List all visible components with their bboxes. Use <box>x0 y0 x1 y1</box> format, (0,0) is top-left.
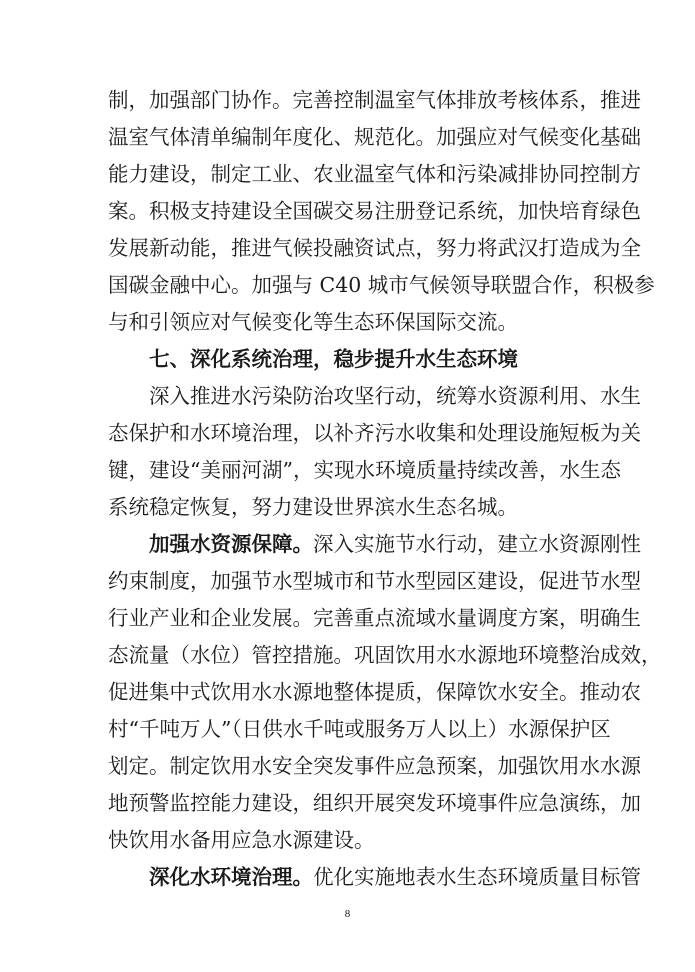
text-line: 国碳金融中心。加强与 C40 城市气候领导联盟合作，积极参 <box>108 273 655 297</box>
text-line <box>149 526 641 562</box>
text-line: 温室气体清单编制年度化、规范化。加强应对气候变化基础 <box>108 125 641 149</box>
text-line <box>149 859 641 895</box>
text-line: 能力建设，制定工业、农业温室气体和污染减排协同控制方 <box>108 162 641 186</box>
text-line: 态保护和水环境治理，以补齐污水收集和处理设施短板为关 <box>108 421 641 445</box>
text-line: 系统稳定恢复，努力建设世界滨水生态名城。 <box>108 495 518 519</box>
paragraph-lead: 加强水资源保障。 <box>149 532 313 556</box>
text-line: 约束制度，加强节水型城市和节水型园区建设，促进节水型 <box>108 569 641 593</box>
text-line: 快饮用水备用应急水源建设。 <box>108 828 375 852</box>
text-line: 行业产业和企业发展。完善重点流域水量调度方案，明确生 <box>108 606 641 630</box>
page-number: 8 <box>344 908 351 920</box>
text-line: 态流量（水位）管控措施。巩固饮用水水源地环境整治成效， <box>108 643 662 667</box>
text-line: 促进集中式饮用水水源地整体提质，保障饮水安全。推动农 <box>108 680 641 704</box>
text-line: 村“千吨万人”（日供水千吨或服务万人以上）水源保护区 <box>108 717 611 741</box>
text-run: 优化实施地表水生态环境质量目标管 <box>313 865 641 889</box>
text-line: 划定。制定饮用水安全突发事件应急预案，加强饮用水水源 <box>108 754 641 778</box>
text-line: 与和引领应对气候变化等生态环保国际交流。 <box>108 310 518 334</box>
paragraph-lead: 深化水环境治理。 <box>149 865 313 889</box>
section-heading: 七、深化系统治理，稳步提升水生态环境 <box>149 347 518 371</box>
text-line: 案。积极支持建设全国碳交易注册登记系统，加快培育绿色 <box>108 199 641 223</box>
text-run: 深入实施节水行动，建立水资源刚性 <box>313 532 641 556</box>
text-line: 制，加强部门协作。完善控制温室气体排放考核体系，推进 <box>108 88 641 112</box>
text-line: 键，建设“美丽河湖”，实现水环境质量持续改善，水生态 <box>108 458 621 482</box>
text-line: 地预警监控能力建设，组织开展突发环境事件应急演练，加 <box>108 791 641 815</box>
text-line: 深入推进水污染防治攻坚行动，统筹水资源利用、水生 <box>149 384 641 408</box>
text-line: 发展新动能，推进气候投融资试点，努力将武汉打造成为全 <box>108 236 641 260</box>
